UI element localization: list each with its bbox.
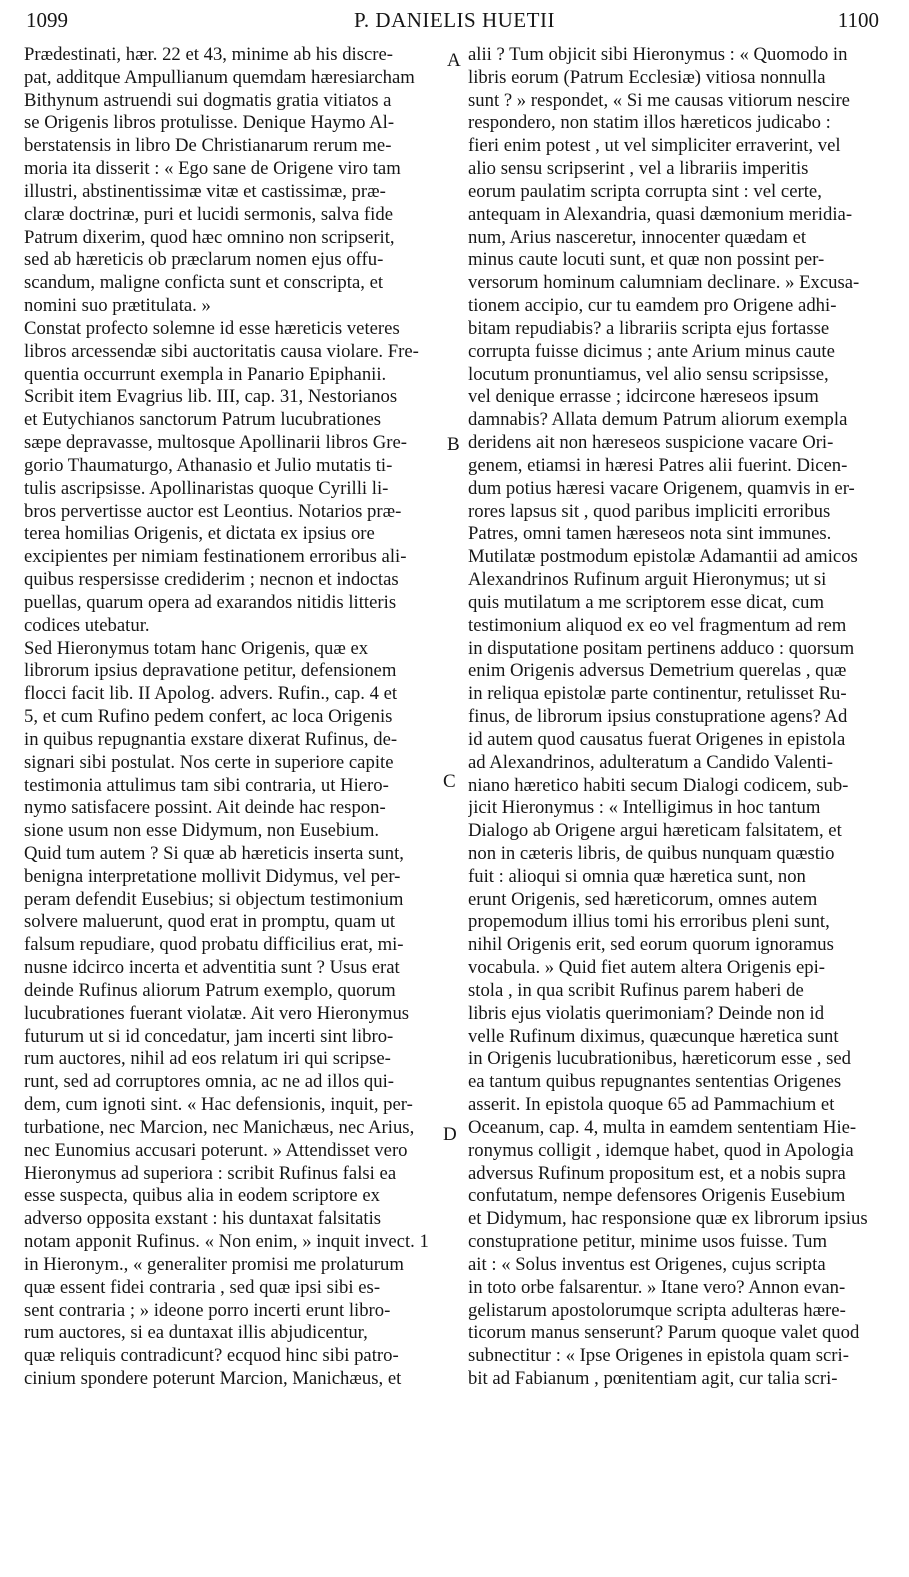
text-line: quibus respersisse crediderim ; necnon et indoctas (24, 569, 399, 591)
text-line: Bithynum astruendi sui dogmatis gratia vitiatos a (24, 89, 392, 111)
text-line: librorum ipsius depravatione petitur, defensionem (24, 660, 397, 682)
text-line: bit ad Fabianum , pœnitentiam agit, cur talia scri- (468, 1368, 838, 1390)
text-line: nymo satisfacere possint. Ait deinde hac respon- (24, 797, 386, 819)
text-line: terea homilias Origenis, et dictata ex ipsius ore (24, 523, 375, 545)
text-line: non in cæteris libris, de quibus nunquam quæstio (468, 842, 835, 864)
text-line: tionem accipio, cur tu eamdem pro Origene adhi- (468, 295, 837, 317)
text-line: sæpe depravasse, multosque Apollinarii libros Gre- (24, 432, 408, 454)
margin-marker-a: A (447, 50, 461, 71)
text-line: respondero, non statim illos hæreticos judicabo : (468, 112, 831, 134)
text-line: libros arcessendæ sibi auctoritatis causa violare. Fre- (24, 340, 419, 362)
text-line: scandum, maligne conficta sunt et conscripta, et (24, 272, 384, 294)
page-number-left: 1099 (26, 8, 68, 32)
text-line: rores lapsus sit , quod paribus impliciti erroribus (468, 500, 831, 522)
text-line: cinium spondere poterunt Marcion, Manichæus, et (24, 1368, 402, 1390)
text-line: moria ita disserit : « Ego sane de Origene viro tam (24, 158, 401, 180)
text-line: bros pervertisse auctor est Leontius. Notarios præ- (24, 500, 402, 522)
text-line: in Hieronym., « generaliter promisi me prolaturum (24, 1253, 404, 1275)
text-line: flocci facit lib. II Apolog. advers. Rufin., cap. 4 et (24, 683, 398, 705)
margin-marker-d: D (443, 1124, 457, 1145)
text-line: adversus Rufinum propositum est, et a nobis supra (468, 1162, 846, 1184)
text-line: antequam in Alexandria, quasi dæmonium meridia- (468, 203, 853, 225)
text-line: solvere maluerunt, quod erat in promptu, quam ut (24, 911, 396, 933)
text-line: jicit Hieronymus : « Intelligimus in hoc tantum (468, 797, 821, 819)
text-line: falsum repudiare, quod probatu difficilius erat, mi- (24, 934, 404, 956)
text-line: turbatione, nec Marcion, nec Manichæus, nec Arius, (24, 1116, 415, 1138)
text-line: quentia occurrunt exempla in Panario Epiphanii. (24, 363, 387, 385)
text-line: finus, de librorum ipsius constupratione agens? Ad (468, 706, 848, 728)
text-line: Patres, omni tamen hæreseos nota sint immunes. (468, 523, 832, 545)
text-line: Constat profecto solemne id esse hæreticis veteres (24, 317, 400, 339)
text-line: rum auctores, nihil ad eos relatum iri qui scripse- (24, 1048, 391, 1070)
left-text-column (24, 44, 444, 1391)
text-line: dum potius hæresi vacare Origenem, quamvis in er- (468, 477, 855, 499)
text-line: quæ essent fidei contraria , sed quæ ipsi sibi es- (24, 1276, 381, 1298)
text-line: libris ejus violatis querimoniam? Deinde non id (468, 1002, 825, 1024)
text-line: Scribit item Evagrius lib. III, cap. 31, Nestorianos (24, 386, 398, 408)
text-line: Oceanum, cap. 4, multa in eamdem sententiam Hie- (468, 1116, 857, 1138)
text-line: vel denique errasse ; idcircone hæreseos ipsum (468, 386, 819, 408)
text-line: dem, cum ignoti sint. « Hac defensionis, inquit, per- (24, 1094, 413, 1116)
text-line: bitam repudiabis? a librariis scripta ejus fortasse (468, 317, 830, 339)
text-line: asserit. In epistola quoque 65 ad Pammachium et (468, 1094, 835, 1116)
text-line: Sed Hieronymus totam hanc Origenis, quæ ex (24, 637, 369, 659)
text-line: genem, etiamsi in hæresi Patres alii fuerint. Dicen- (468, 454, 848, 476)
text-line: rum auctores, si ea duntaxat illis abjudicentur, (24, 1322, 368, 1344)
text-line: alii ? Tum objicit sibi Hieronymus : « Quomodo in (468, 44, 848, 65)
text-line: libris eorum (Patrum Ecclesiæ) vitiosa nonnulla (468, 66, 826, 88)
text-line: deridens ait non hæreseos suspicione vacare Ori- (468, 432, 834, 454)
text-line: et Eutychianos sanctorum Patrum lucubrationes (24, 409, 382, 431)
text-line: testimonia attulimus tam sibi contraria, ut Hiero- (24, 774, 389, 796)
text-line: ad Alexandrinos, adulteratum a Candido Valenti- (468, 751, 834, 773)
page-number-right: 1100 (837, 8, 879, 32)
text-line: subnectitur : « Ipse Origenes in epistola quam scri- (468, 1345, 849, 1367)
text-line: quæ reliquis contradicunt? ecquod hinc sibi patro- (24, 1345, 399, 1367)
text-line: sent contraria ; » ideone porro incerti erunt libro- (24, 1299, 391, 1321)
text-line: stola , in qua scribit Rufinus parem haberi de (468, 979, 804, 1001)
text-line: codices utebatur. (24, 614, 150, 636)
margin-marker-b: B (447, 434, 460, 455)
text-line: peram defendit Eusebius; si objectum testimonium (24, 888, 404, 910)
text-line: puellas, quarum opera ad exarandos nitidis litteris (24, 591, 397, 613)
text-line: 5, et cum Rufino pedem confert, ac loca Origenis (24, 706, 393, 728)
text-line: erunt Origenis, sed hæreticorum, omnes autem (468, 888, 818, 910)
text-line: sed ab hæreticis ob præclarum nomen ejus offu- (24, 249, 384, 271)
text-line: id autem quod causatus fuerat Origenes in epistola (468, 728, 846, 750)
text-line: Hieronymus ad superiora : scribit Rufinus falsi ea (24, 1162, 397, 1184)
text-line: ea tantum quibus repugnantes sententias Origenes (468, 1071, 842, 1093)
text-line: in disputatione positam pertinens adduco : quorsum (468, 637, 855, 659)
text-line: benigna interpretatione mollivit Didymus, vel per- (24, 865, 401, 887)
text-line: ait : « Solus inventus est Origenes, cujus scripta (468, 1253, 826, 1275)
text-line: ticorum manus senserunt? Parum quoque valet quod (468, 1322, 860, 1344)
text-line: berstatensis in libro De Christianarum rerum me- (24, 135, 392, 157)
text-line: confutatum, nempe defensores Origenis Eusebium (468, 1185, 846, 1207)
text-line: esse suspecta, quibus alia in eodem scriptore ex (24, 1185, 380, 1207)
text-line: alio sensu scripserint , vel a librariis imperitis (468, 158, 809, 180)
text-line: vocabula. » Quid fiet autem altera Origenis epi- (468, 957, 826, 979)
text-line: in Origenis lucubrationibus, hæreticorum esse , sed (468, 1048, 852, 1070)
text-line: sione usum non esse Didymum, non Eusebium. (24, 820, 380, 842)
text-line: notam apponit Rufinus. « Non enim, » inquit invect. 1 (24, 1231, 429, 1253)
text-line: et Didymum, hac responsione quæ ex librorum ipsius (468, 1208, 868, 1230)
text-line: tulis ascripsisse. Apollinaristas quoque Cyrilli li- (24, 477, 389, 499)
text-line: quis mutilatum a me scriptorem esse dicat, cum (468, 591, 825, 613)
text-line: pat, additque Ampullianum quemdam hæresiarcham (24, 66, 415, 88)
text-line: gelistarum apostolorumque scripta adulteras hære- (468, 1299, 846, 1321)
text-line: gorio Thaumaturgo, Athanasio et Julio mutatis ti- (24, 454, 393, 476)
text-line: ronymus colligit , idemque habet, quod in Apologia (468, 1139, 854, 1161)
text-line: se Origenis libros protulisse. Denique Haymo Al- (24, 112, 395, 134)
text-line: in toto orbe falsarentur. » Itane vero? Annon evan- (468, 1276, 846, 1298)
text-line: Patrum dixerim, quod hæc omnino non scripserit, (24, 226, 395, 248)
running-title: P. DANIELIS HUETII (354, 8, 555, 32)
text-line: niano hæretico habiti secum Dialogi codicem, sub- (468, 774, 849, 796)
text-line: nihil Origenis erit, sed eorum quorum ignoramus (468, 934, 834, 956)
text-line: nomini suo prætitulata. » (24, 295, 211, 317)
page-header (0, 6, 909, 34)
text-line: lucubrationes fuerant violatæ. Ait vero Hieronymus (24, 1002, 410, 1024)
text-line: enim Origenis adversus Demetrium querelas , quæ (468, 660, 847, 682)
text-line: nec Eunomius accusari poterunt. » Attendisset vero (24, 1139, 408, 1161)
text-line: constupratione petitur, minime usos fuisse. Tum (468, 1231, 827, 1253)
text-line: locutum pronuntiamus, vel alio sensu scripsisse, (468, 363, 829, 385)
text-line: signari sibi postulat. Nos certe in superiore capite (24, 751, 394, 773)
text-line: sunt ? » respondet, « Si me causas vitiorum nescire (468, 89, 850, 111)
text-line: velle Rufinum diximus, quæcunque hæretica sunt (468, 1025, 839, 1047)
text-line: versorum hominum calumniam declinare. » Excusa- (468, 272, 860, 294)
text-line: Prædestinati, hær. 22 et 43, minime ab his discre- (24, 44, 394, 65)
text-line: adverso opposita exstant : his duntaxat falsitatis (24, 1208, 382, 1230)
text-line: futurum ut si id concedatur, jam incerti sint libro- (24, 1025, 394, 1047)
text-line: fuit : alioqui si omnia quæ hæretica sunt, non (468, 865, 806, 887)
text-line: num, Arius nasceretur, innocenter quædam et (468, 226, 807, 248)
text-line: Alexandrinos Rufinum arguit Hieronymus; ut si (468, 569, 827, 591)
text-line: Dialogo ab Origene argui hæreticam falsitatem, et (468, 820, 842, 842)
text-line: deinde Rufinus aliorum Patrum exemplo, quorum (24, 979, 396, 1001)
text-line: fieri enim potest , ut vel simpliciter erraverint, vel (468, 135, 841, 157)
text-line: testimonium aliquod ex eo vel fragmentum ad rem (468, 614, 847, 636)
right-text-column (468, 44, 882, 1391)
text-line: in reliqua epistolæ parte continentur, retulisset Ru- (468, 683, 847, 705)
text-line: nusne idcirco incerta et adventitia sunt ? Usus erat (24, 957, 400, 979)
text-line: damnabis? Allata demum Patrum aliorum exempla (468, 409, 848, 431)
text-line: runt, sed ad corruptores omnia, ac ne ad illos qui- (24, 1071, 395, 1093)
text-line: minus caute locuti sunt, et quæ non possint per- (468, 249, 825, 271)
text-line: corrupta fuisse dicimus ; ante Arium minus caute (468, 340, 835, 362)
text-line: propemodum illius tomi his erroribus pleni sunt, (468, 911, 830, 933)
text-line: Mutilatæ postmodum epistolæ Adamantii ad amicos (468, 546, 858, 568)
text-line: eorum paulatim scripta corrupta sint : vel certe, (468, 180, 822, 202)
text-line: claræ doctrinæ, puri et lucidi sermonis, salva fide (24, 203, 393, 225)
text-line: illustri, abstinentissimæ vitæ et castissimæ, præ- (24, 180, 386, 202)
text-line: excipientes per nimiam festinationem erroribus ali- (24, 546, 407, 568)
text-line: Quid tum autem ? Si quæ ab hæreticis inserta sunt, (24, 842, 404, 864)
margin-marker-c: C (443, 771, 456, 792)
text-line: in quibus repugnantia exstare dixerat Rufinus, de- (24, 728, 398, 750)
